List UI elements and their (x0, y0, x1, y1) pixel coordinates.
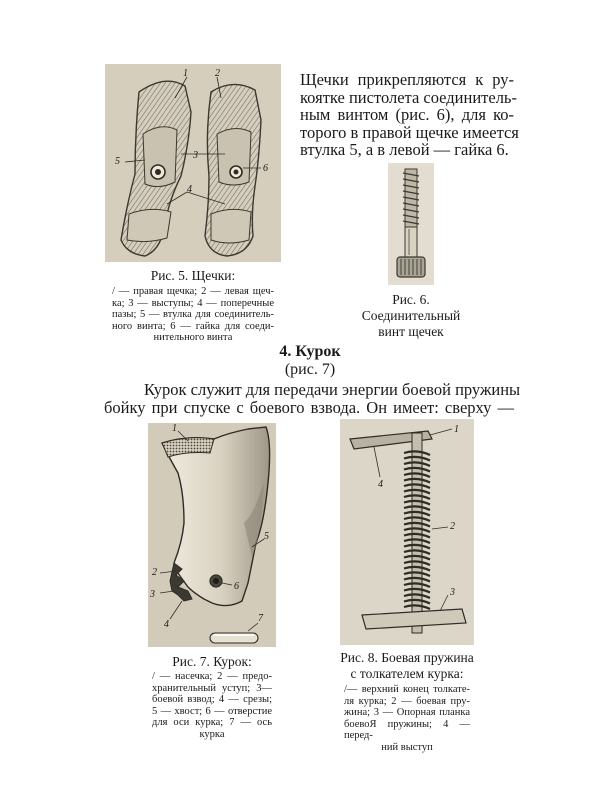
fig5-label-6: 6 (263, 163, 268, 174)
fig8-legend-line: /— верхний конец толкате- (344, 684, 470, 695)
intro-line: торого в правой щечке имеется (300, 122, 519, 142)
section-subtitle: (рис. 7) (284, 361, 336, 378)
fig7-label-7: 7 (258, 613, 263, 624)
fig8-label-3: 3 (450, 587, 455, 598)
fig5-legend-line: / — правая щечка; 2 — левая щеч- (112, 286, 274, 297)
fig6-screw-image (388, 163, 434, 285)
fig8-legend-line: ний выступ (381, 741, 433, 753)
fig7-label-4: 4 (164, 619, 169, 630)
fig7-legend-line: для оси курка; 7 — ось (152, 717, 272, 728)
fig6-title-line: Рис. 6. (392, 292, 430, 307)
intro-line: коятке пистолета соединитель- (300, 87, 517, 107)
fig5-title: Рис. 5. Щечки: (150, 268, 236, 283)
fig5-legend-line: пазы; 5 — втулка для соединитель- (112, 309, 274, 320)
fig7-title: Рис. 7. Курок: (172, 654, 252, 669)
fig5-grips-image (105, 64, 281, 262)
fig5-label-1: 1 (183, 68, 188, 79)
fig8-spring-image (340, 419, 474, 645)
fig7-label-3: 3 (150, 589, 155, 600)
fig8-legend-line: боевоЯ пружины; 4 — перед- (344, 718, 470, 741)
intro-line: ным винтом (рис. 6), для ко- (300, 105, 514, 125)
fig6-title-line: Соединительный (361, 308, 461, 323)
fig5-label-4: 4 (187, 184, 192, 195)
main-line: Курок служит для передачи энергии боевой пружины (144, 380, 521, 399)
section-title: 4. Курок (279, 343, 341, 360)
fig7-label-1: 1 (172, 423, 177, 434)
fig7-legend-line: курка (199, 728, 225, 740)
fig8-legend-line: жина; 3 — Опорная планка (344, 707, 470, 718)
fig7-legend-line: хранительный уступ; 3— (152, 682, 272, 694)
fig8-label-4: 4 (378, 479, 383, 490)
main-line: бойку при спуске с боевого взвода. Он имеет: сверху — (104, 397, 514, 417)
intro-paragraph (300, 70, 519, 160)
fig6-title-line: винт щечек (378, 324, 444, 339)
fig7-label-6: 6 (234, 581, 239, 592)
fig8-title-line: Рис. 8. Боевая пружина (340, 650, 474, 665)
fig5-legend-line: нительного винта (153, 332, 233, 343)
fig7-hammer-image (148, 423, 276, 647)
fig5-label-2: 2 (215, 68, 220, 79)
intro-line: Щечки прикрепляются к ру- (300, 70, 514, 89)
fig7-label-5: 5 (264, 531, 269, 542)
fig7-legend-line: 5 — хвост; 6 — отверстие (152, 705, 272, 717)
fig7-label-2: 2 (152, 567, 157, 578)
fig7-legend-line: / — насечка; 2 — предо- (152, 671, 272, 682)
fig8-label-2: 2 (450, 521, 455, 532)
fig7-legend (152, 671, 272, 740)
fig5-legend-line: ка; 3 — выступы; 4 — поперечные (112, 297, 274, 309)
fig5-label-5: 5 (115, 156, 120, 167)
main-paragraph (104, 380, 521, 417)
fig5-legend (112, 286, 274, 344)
intro-line: втулка 5, а в левой — гайка 6. (300, 140, 509, 160)
fig8-label-1: 1 (454, 424, 459, 435)
fig7-legend-line: боевой взвод; 4 — срезы; (152, 694, 272, 705)
fig8-title-line: с толкателем курка: (350, 666, 464, 681)
fig5-legend-line: ного винта; 6 — гайка для соеди- (112, 320, 274, 332)
fig6-caption (346, 292, 476, 340)
fig5-label-3: 3 (193, 150, 198, 161)
fig8-legend (344, 684, 470, 753)
fig8-legend-line: ля курка; 2 — боевая пру- (344, 695, 470, 707)
fig8-caption (338, 650, 476, 682)
